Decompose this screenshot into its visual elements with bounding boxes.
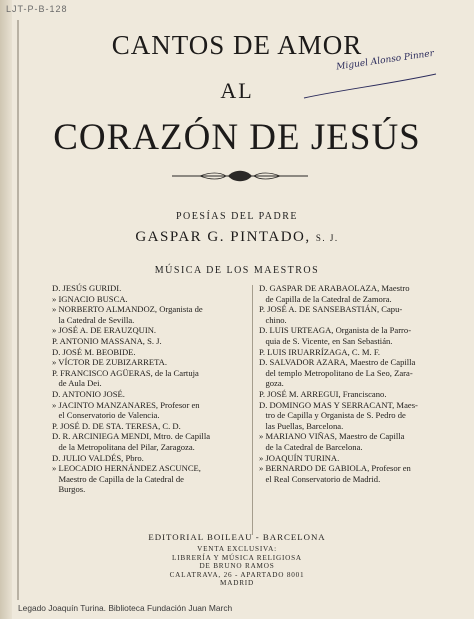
shelfmark: LJT-P-B-128 — [6, 4, 68, 14]
composer-entry: » NORBERTO ALMANDOZ, Organista de — [52, 304, 203, 315]
composer-entry: P. LUIS IRUARRÍZAGA, C. M. F. — [259, 346, 381, 357]
composer-entry: de la Metropolitana del Pilar, Zaragoza. — [52, 441, 195, 452]
music-by-label: MÚSICA DE LOS MAESTROS — [154, 265, 320, 276]
title-line-2: AL — [220, 78, 254, 103]
composer-entry: del templo Metropolitano de La Seo, Zara- — [259, 367, 413, 378]
composer-entry: » JACINTO MANZANARES, Profesor en — [52, 399, 200, 410]
author-text: GASPAR G. PINTADO, — [135, 229, 311, 245]
pubinfo-line: DE BRUNO RAMOS — [199, 562, 275, 571]
composer-entry: las Puellas, Barcelona. — [259, 420, 344, 431]
composer-entry: » JOSÉ A. DE ERAUZQUIN. — [52, 325, 157, 336]
column-divider — [252, 285, 253, 535]
title-line-3: CORAZÓN DE JESÚS — [53, 117, 421, 158]
author-suffix: S. J. — [315, 233, 339, 243]
composer-entry: de Aula Dei. — [52, 378, 102, 389]
composer-entry: » VÍCTOR DE ZUBIZARRETA. — [52, 357, 168, 368]
poems-by-label: POESÍAS DEL PADRE — [176, 211, 298, 222]
pubinfo-line: LIBRERÍA Y MÚSICA RELIGIOSA — [172, 553, 302, 562]
composer-entry: » IGNACIO BUSCA. — [52, 293, 128, 304]
composer-entry: P. FRANCISCO AGÜERAS, de la Cartuja — [52, 367, 199, 378]
composer-entry: P. JOSÉ D. DE STA. TERESA, C. D. — [52, 420, 181, 431]
composer-entry: D. R. ARCINIEGA MENDI, Mtro. de Capilla — [52, 431, 211, 442]
composer-entry: de Capilla de la Catedral de Zamora. — [259, 293, 392, 304]
composer-entry: D. JOSÉ M. BEOBIDE. — [52, 346, 136, 357]
composer-entry: » BERNARDO DE GABIOLA, Profesor en — [259, 463, 411, 474]
author-name — [0, 229, 474, 246]
composer-entry: de la Catedral de Barcelona. — [259, 441, 363, 452]
composer-entry: Maestro de Capilla de la Catedral de — [52, 473, 184, 484]
archive-credit: Legado Joaquín Turina. Biblioteca Fundación Juan March — [18, 603, 233, 613]
pubinfo-line: VENTA EXCLUSIVA: — [197, 545, 277, 553]
publisher: EDITORIAL BOILEAU - BARCELONA — [148, 532, 326, 542]
composers-right-column — [259, 283, 449, 484]
composer-entry: el Real Conservatorio de Madrid. — [259, 473, 381, 484]
composer-entry: el Conservatorio de Valencia. — [52, 410, 160, 421]
composer-entry: D. ANTONIO JOSÉ. — [52, 388, 125, 399]
composer-entry: chino. — [259, 314, 287, 325]
title-line-1: CANTOS DE AMOR — [111, 30, 363, 60]
composer-entry: D. DOMINGO MAS Y SERRACANT, Maes- — [259, 399, 418, 410]
publisher-info — [0, 545, 474, 588]
composer-entry: P. JOSÉ A. DE SANSEBASTIÁN, Capu- — [259, 304, 403, 315]
composer-entry: P. JOSÉ M. ARREGUI, Franciscano. — [259, 388, 387, 399]
composer-entry: goza. — [259, 378, 284, 389]
composers-left-column — [52, 283, 248, 495]
composer-entry: » JOAQUÍN TURINA. — [259, 452, 340, 463]
composer-entry: » LEOCADIO HERNÁNDEZ ASCUNCE, — [52, 463, 201, 474]
binding-line — [17, 20, 19, 600]
composer-entry: D. JESÚS GURIDI. — [52, 283, 122, 293]
pubinfo-line: MADRID — [220, 579, 254, 588]
composer-entry: la Catedral de Sevilla. — [52, 314, 135, 325]
signature-underline — [300, 70, 440, 102]
composer-entry: D. LUIS URTEAGA, Organista de la Parro- — [259, 325, 412, 336]
composer-entry: D. GASPAR DE ARABAOLAZA, Maestro — [259, 283, 410, 293]
pubinfo-line: CALATRAVA, 26 - APARTADO 8001 — [169, 570, 305, 579]
composer-entry: P. ANTONIO MASSANA, S. J. — [52, 335, 162, 346]
composer-entry: D. SALVADOR AZARA, Maestro de Capilla — [259, 357, 416, 368]
composer-entry: » MARIANO VIÑAS, Maestro de Capilla — [259, 431, 405, 442]
ornament-divider — [170, 168, 310, 184]
composer-entry: D. JULIO VALDÉS, Pbro. — [52, 452, 144, 463]
composer-entry: tro de Capilla y Organista de S. Pedro de — [259, 410, 406, 421]
composer-entry: Burgos. — [52, 484, 86, 495]
composer-entry: quia de S. Vicente, en San Sebastián. — [259, 335, 393, 346]
handwritten-signature: Miguel Alonso Pinner — [335, 48, 435, 73]
